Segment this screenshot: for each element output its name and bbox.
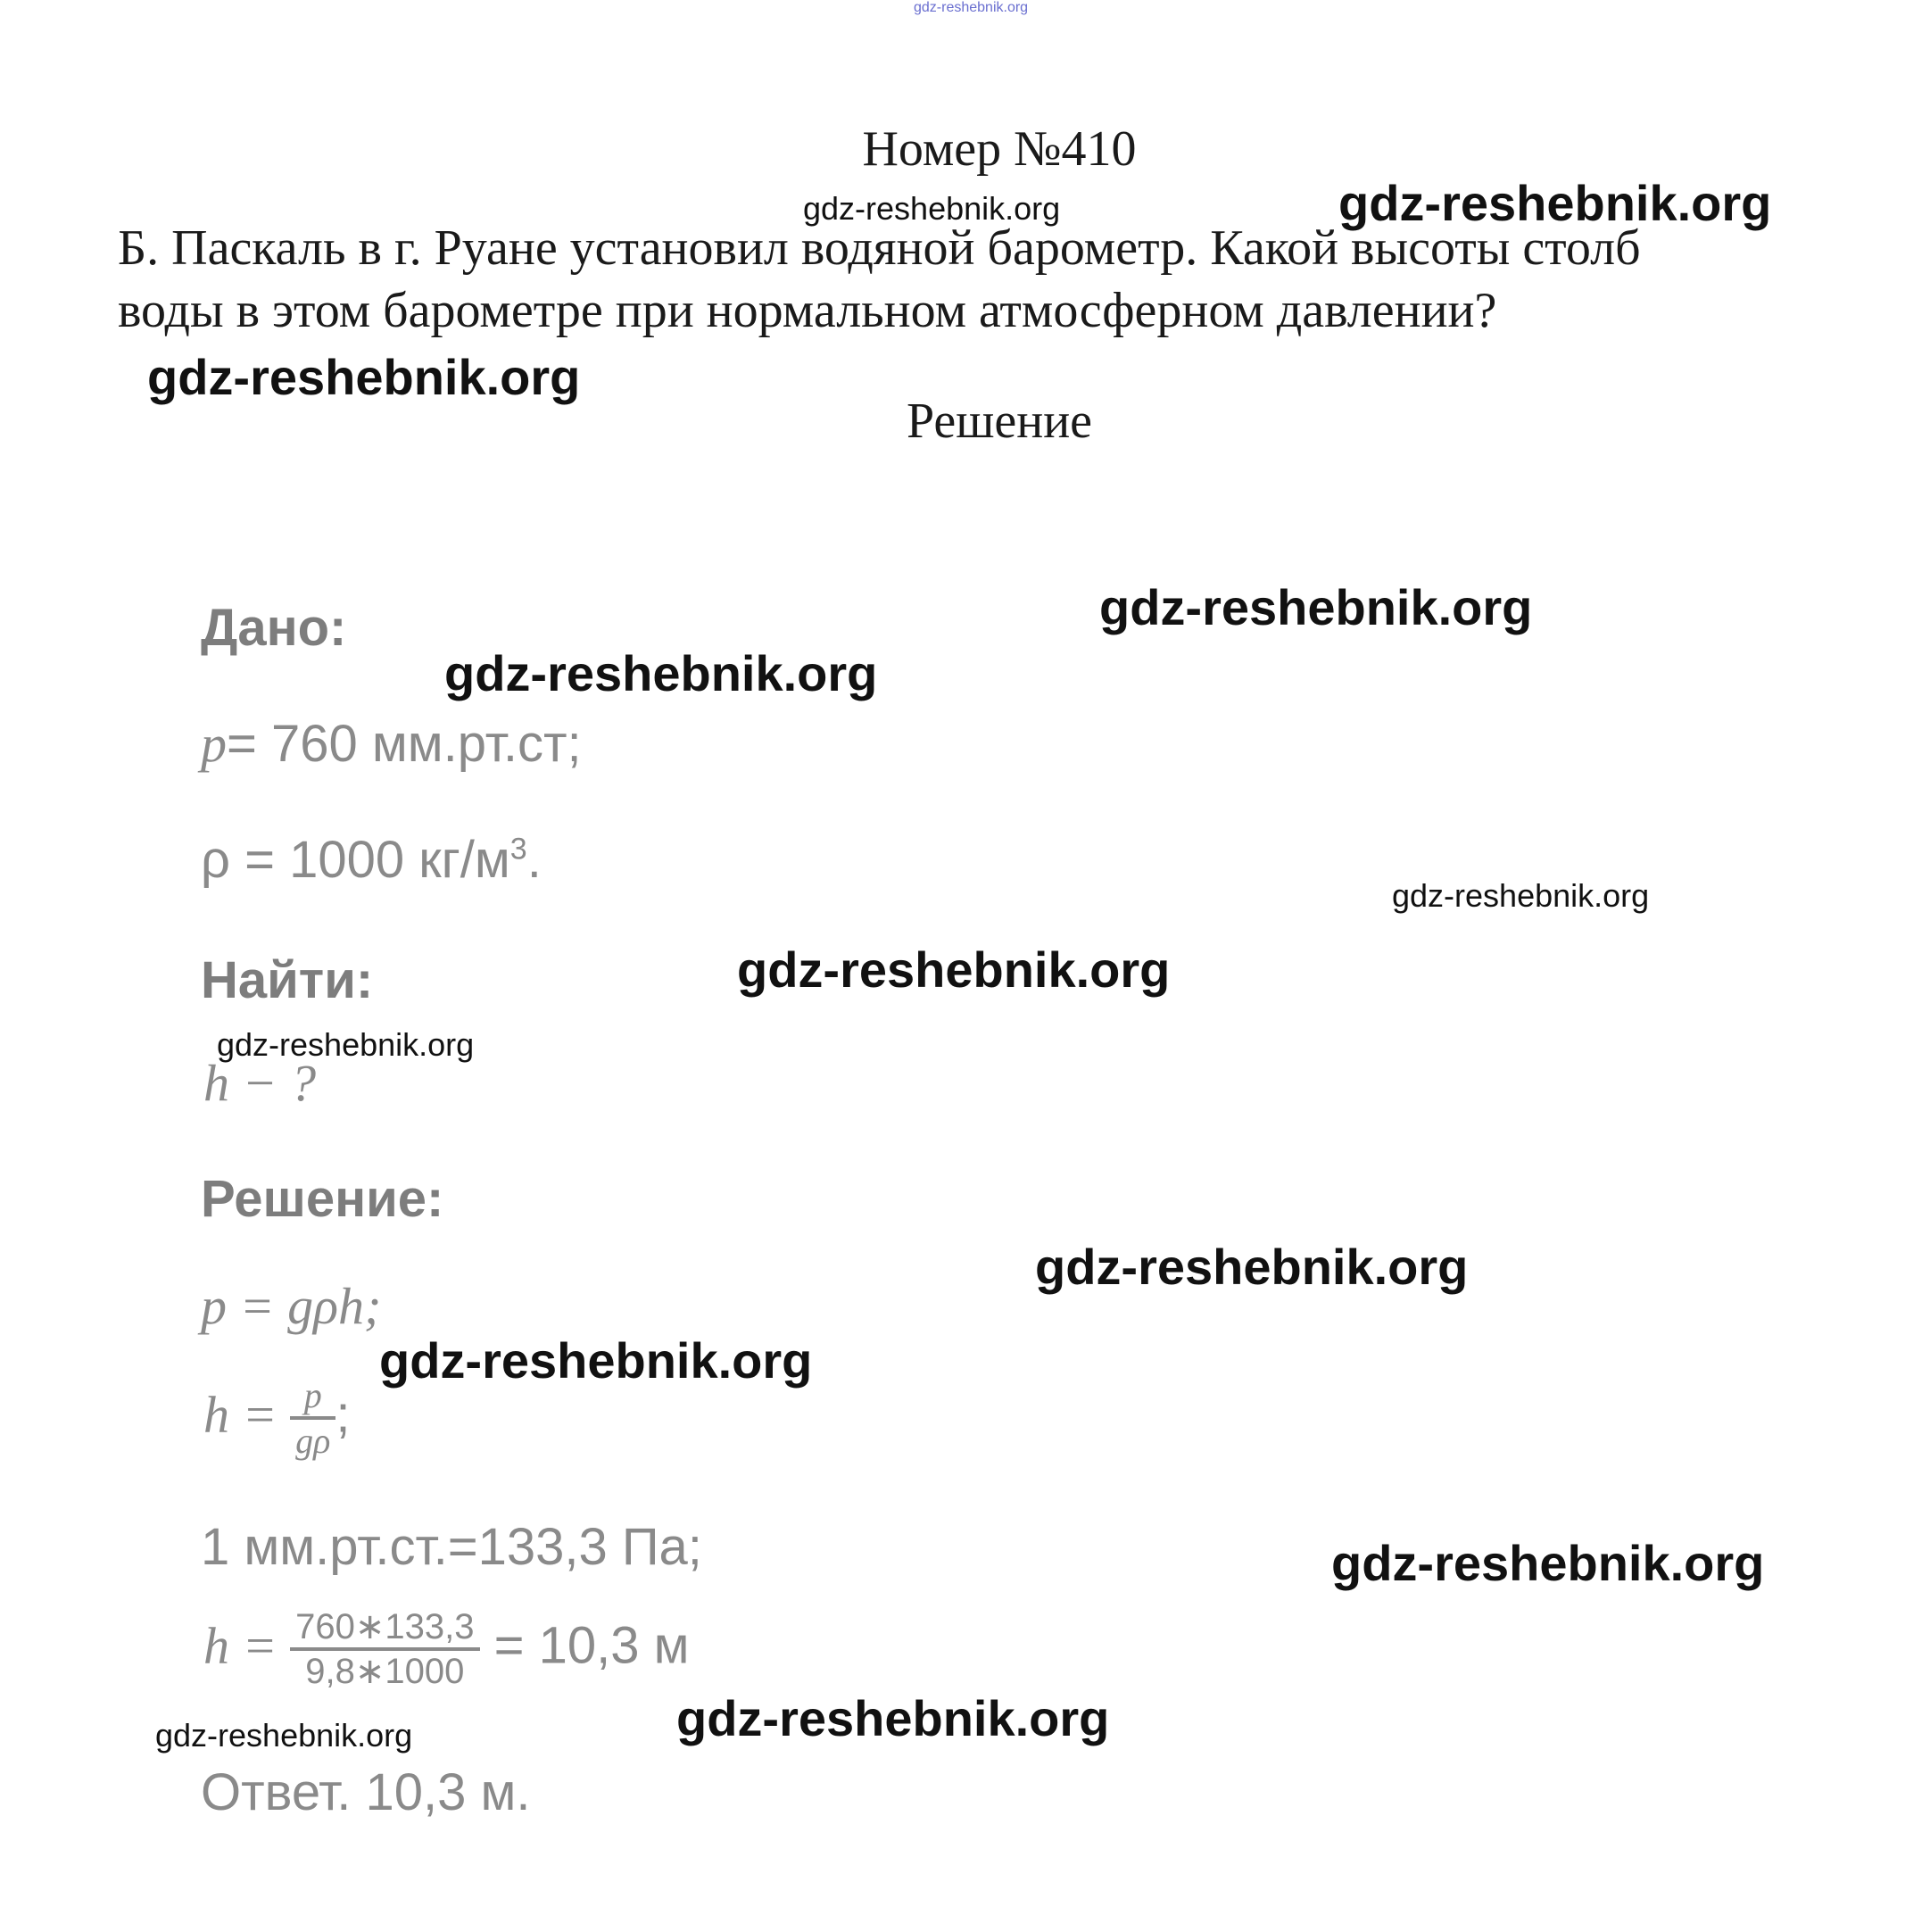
find-label: Найти: (201, 951, 374, 1009)
formula2-den: gρ (295, 1421, 331, 1461)
solution-label: Решение: (201, 1170, 444, 1228)
given-pressure (201, 714, 582, 774)
given-p-var: p (201, 715, 227, 773)
site-link[interactable]: gdz-reshebnik.org (914, 0, 1029, 15)
watermark: gdz-reshebnik.org (737, 941, 1171, 998)
formula2-lhs: h = (203, 1385, 291, 1444)
calc-result: = 10,3 м (493, 1616, 690, 1675)
watermark: gdz-reshebnik.org (147, 349, 581, 405)
formula-p-g-rho-h: p = gρh; (201, 1277, 382, 1335)
calc-fraction (290, 1606, 479, 1692)
watermark: gdz-reshebnik.org (379, 1332, 813, 1389)
task-line-2: воды в этом барометре при нормальном атмосферном давлении? (118, 283, 1497, 338)
given-rho: ρ = 1000 кг/м (201, 831, 510, 889)
watermark: gdz-reshebnik.org (1035, 1239, 1469, 1295)
given-rho-end: . (526, 831, 542, 889)
task-line-1: Б. Паскаль в г. Руане установил водяной барометр. Какой высоты столб (118, 220, 1641, 276)
watermark: gdz-reshebnik.org (1338, 175, 1772, 231)
calculation (203, 1606, 689, 1692)
solution-heading: Решение (906, 394, 1093, 449)
formula2-fraction (290, 1374, 335, 1462)
watermark: gdz-reshebnik.org (1331, 1535, 1765, 1591)
watermark: gdz-reshebnik.org (217, 1026, 475, 1063)
calc-num: 760∗133,3 (290, 1606, 479, 1651)
watermark: gdz-reshebnik.org (444, 645, 878, 701)
calc-den: 9,8∗1000 (305, 1652, 465, 1691)
page-title: Номер №410 (862, 121, 1137, 177)
task-text (118, 217, 1813, 342)
given-density (201, 830, 542, 890)
conversion-line: 1 мм.рт.ст.=133,3 Па; (201, 1518, 702, 1576)
formula-h-fraction (203, 1374, 350, 1462)
watermark: gdz-reshebnik.org (155, 1717, 413, 1754)
calc-lhs: h = (203, 1616, 291, 1675)
watermark: gdz-reshebnik.org (1099, 579, 1533, 635)
formula2-end: ; (335, 1385, 351, 1444)
given-rho-exp: 3 (509, 832, 527, 866)
given-label: Дано: (201, 599, 347, 657)
watermark: gdz-reshebnik.org (1392, 877, 1650, 914)
answer: Ответ. 10,3 м. (201, 1763, 531, 1821)
watermark: gdz-reshebnik.org (803, 190, 1061, 227)
find-h: h − ? (203, 1054, 317, 1112)
given-p-value: = 760 мм.рт.ст; (227, 715, 582, 773)
formula2-num: p (290, 1374, 335, 1420)
watermark: gdz-reshebnik.org (676, 1690, 1110, 1746)
